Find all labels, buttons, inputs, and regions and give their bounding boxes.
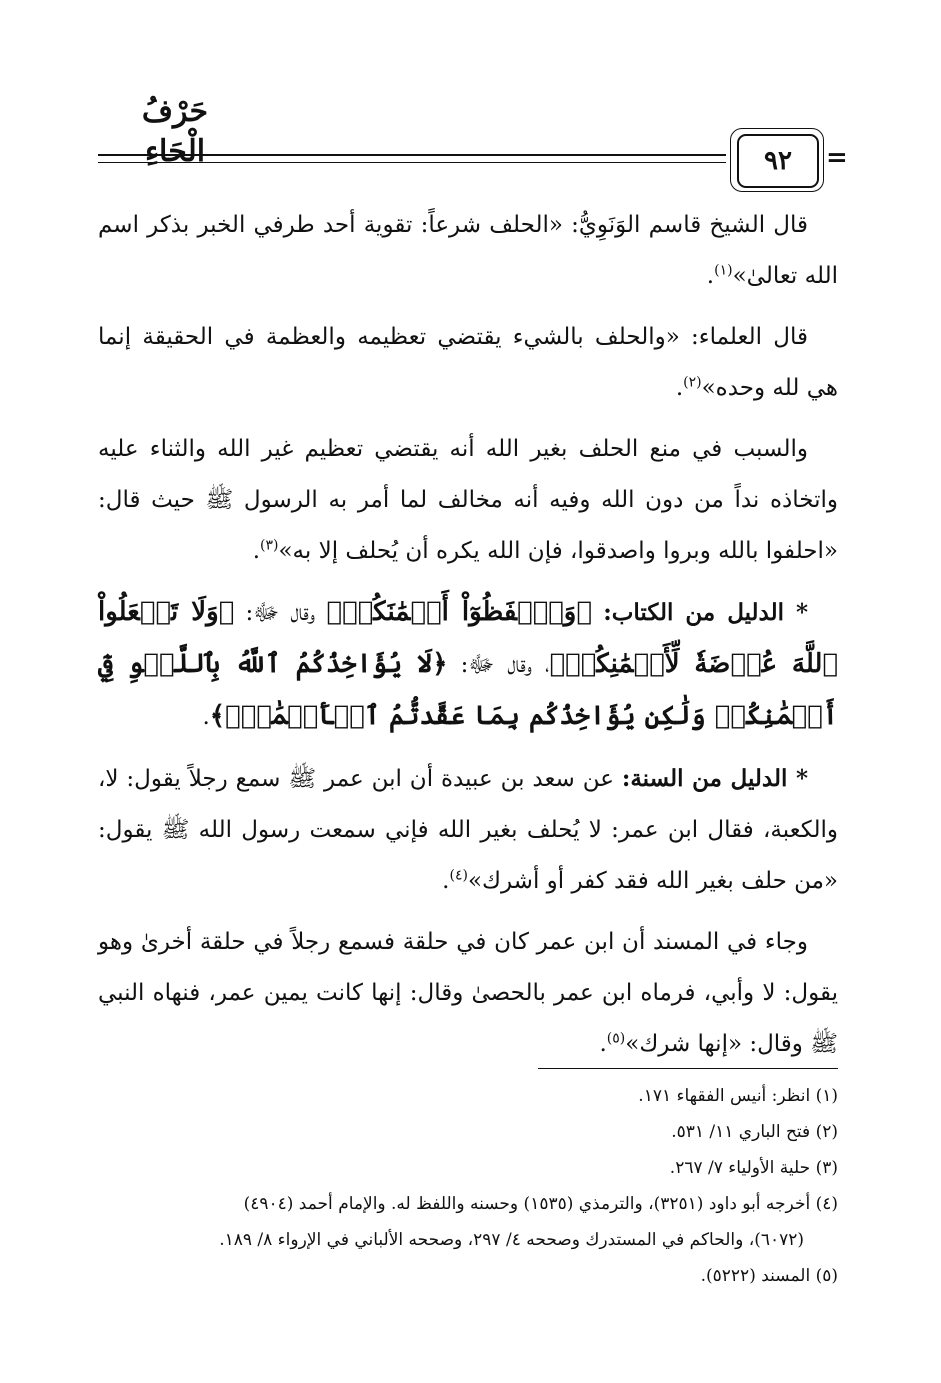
footnote-3: (٣) حلية الأولياء ٧/ ٢٦٧. [669,1158,838,1178]
footnote-ref-4[interactable]: (٤) [449,867,468,884]
paragraph-scholars: قال العلماء: «والحلف بالشيء يقتضي تعظيمه والعظمة في الحقيقة إنما هي لله وحده»$^{(٢)}$. [98,324,838,401]
quran-verse-1: ﴿وَٱحۡفَظُوٓاْ أَيۡمَٰنَكُمۡ﴾ [326,597,592,627]
footnote-ref-3[interactable]: (٣) [260,537,279,554]
footnote-5: (٥) المسند (٥٢٢٢). [700,1266,838,1286]
footnotes [98,1080,838,1296]
chapter-title: حَرْفُ الْحَاءِ [141,94,209,169]
footnote-ref-5[interactable]: (٥) [606,1030,626,1047]
footnote-1: (١) انظر: أنيس الفقهاء ١٧١. [638,1086,838,1106]
footnote-ref-1[interactable]: (١) [714,262,733,279]
paragraph-musnad: وجاء في المسند أن ابن عمر كان في حلقة فسمع رجلاً في حلقة أخرىٰ وهو يقول: لا وأبي، فرماه ابن عمر بالحصىٰ وقال: إنها كانت يمين عمر، فنهاه النبي ﷺ وقال: «إنها شرك»$^{(٥)}$. [98,929,838,1057]
paragraph-reason: والسبب في منع الحلف بغير الله أنه يقتضي تعظيم غير الله والثناء عليه واتخاذه نداً من دون الله وفيه أنه مخالف لما أمر به الرسول ﷺ حيث قال: «احلفوا بالله وبروا واصدقوا، فإن الله يكره أن يُحلف إلا به»$^{(٣)}$. [98,436,838,564]
footnote-separator [538,1068,838,1069]
paragraph-definition: قال الشيخ قاسم الوَنَوِيُّ: «الحلف شرعاً: تقوية أحد طرفي الخبر بذكر اسم الله تعالىٰ»$^{(١)}$. [98,212,838,289]
header-rule-bottom [98,162,726,163]
header-ornament: = [826,143,848,173]
footnote-2: (٢) فتح الباري ١١/ ٥٣١. [671,1122,838,1142]
quran-verse-3: ﴿لَا يُؤَاخِذُكُمُ ٱللَّهُ بِٱللَّغۡوِ فِيٓ أَيۡمَٰنِكُمۡ وَلَٰكِن يُؤَاخِذُكُم بِمَا عَقَّدتُّمُ ٱلۡأَيۡمَٰنَۖ﴾ [98,649,838,731]
header-rule-top [98,154,726,156]
quran-evidence-label: * الدليل من الكتاب: [603,599,809,626]
quran-verse-2: ﴿وَلَا تَجۡعَلُواْ ٱللَّهَ عُرۡضَةٗ لِّأَيۡمَٰنِكُمۡ﴾ [98,597,838,679]
footnote-4: (٤) أخرجه أبو داود (٣٢٥١)، والترمذي (١٥٣٥) وحسنه واللفظ له. والإمام أحمد (٤٩٠٤) [243,1194,838,1214]
main-text [98,200,838,1080]
page-number: ٩٢ [737,134,819,188]
footnote-ref-2[interactable]: (٢) [683,374,702,391]
paragraph-quran-evidence: * الدليل من الكتاب: ﴿وَٱحۡفَظُوٓاْ أَيۡمَٰنَكُمۡ﴾ وقال ﷻ: ﴿وَلَا تَجۡعَلُواْ ٱللَّهَ عُرۡضَةٗ لِّأَيۡمَٰنِكُمۡ﴾، وقال ﷻ: ﴿لَا يُؤَاخِذُكُمُ ٱللَّهُ بِٱللَّغۡوِ فِيٓ أَيۡمَٰنِكُمۡ وَلَٰكِن يُؤَاخِذُكُم بِمَا عَقَّدتُّمُ ٱلۡأَيۡمَٰنَۖ﴾. [98,597,838,731]
sunnah-evidence-label: * الدليل من السنة: [621,765,808,792]
footnote-4-continued: (٦٠٧٢)، والحاكم في المستدرك وصححه ٤/ ٢٩٧، وصححه الألباني في الإرواء ٨/ ١٨٩. [219,1230,804,1250]
paragraph-sunnah-evidence: * الدليل من السنة: عن سعد بن عبيدة أن ابن عمر ﷺ سمع رجلاً يقول: لا، والكعبة، فقال ابن عمر: لا يُحلف بغير الله فإني سمعت رسول الله ﷺ يقول: «من حلف بغير الله فقد كفر أو أشرك»$^{(٤)}$. [98,765,838,894]
